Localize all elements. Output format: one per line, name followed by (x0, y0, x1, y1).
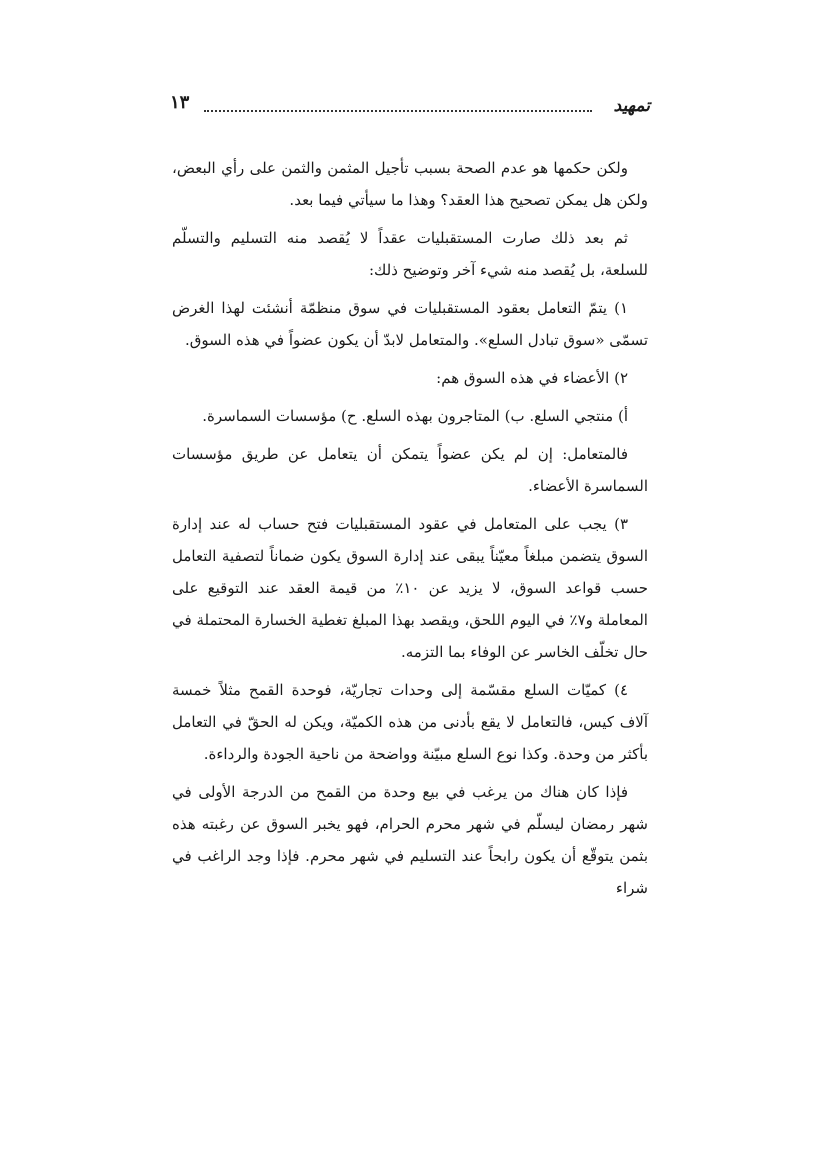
chapter-title: تمهيد (613, 96, 650, 116)
paragraph: ٣) يجب على المتعامل في عقود المستقبليات فتح حساب له عند إدارة السوق يتضمن مبلغاً معيّناً يبقى عند إدارة السوق يكون ضماناً لتصفية التعامل حسب قواعد السوق، لا يزيد عن ١٠٪ من قيمة العقد عند التوقيع على المعاملة و٧٪ في اليوم اللحق، ويقصد بهذا المبلغ تغطية الخسارة المحتملة في حال تخلّف الخاسر عن الوفاء بما التزمه. (172, 515, 648, 661)
paragraph: ٤) كميّات السلع مقسّمة إلى وحدات تجاريّة، فوحدة القمح مثلاً خمسة آلاف كيس، فالتعامل لا يقع بأدنى من هذه الكميّة، ويكن له الحقّ في التعامل بأكثر من وحدة. وكذا نوع السلع مبيّنة وواضحة من ناحية الجودة والرداءة. (172, 681, 648, 763)
page-number: ١٣ (170, 92, 190, 113)
paragraph: فالمتعامل: إن لم يكن عضواً يتمكن أن يتعامل عن طريق مؤسسات السماسرة الأعضاء. (172, 445, 648, 495)
paragraph: ثم بعد ذلك صارت المستقبليات عقداً لا يُقصد منه التسليم والتسلّم للسلعة، بل يُقصد منه شيء آخر وتوضيح ذلك: (172, 229, 648, 279)
page-body (172, 152, 648, 910)
paragraph: ولكن حكمها هو عدم الصحة بسبب تأجيل المثمن والثمن على رأي البعض، ولكن هل يمكن تصحيح هذا العقد؟ وهذا ما سيأتي فيما بعد. (172, 159, 648, 209)
running-header (170, 92, 650, 122)
dotted-leader (204, 110, 592, 112)
paragraph: أ) منتجي السلع. ب) المتاجرون بهذه السلع. ح) مؤسسات السماسرة. (202, 407, 628, 425)
paragraph: ١) يتمّ التعامل بعقود المستقبليات في سوق منظمّة أنشئت لهذا الغرض تسمّى «سوق تبادل السلع». والمتعامل لابدّ أن يكون عضواً في هذه السوق. (172, 299, 648, 349)
paragraph: فإذا كان هناك من يرغب في بيع وحدة من القمح من الدرجة الأولى في شهر رمضان ليسلّم في شهر محرم الحرام، فهو يخبر السوق عن رغبته هذه بثمن يتوقّع أن يكون رابحاً عند التسليم في شهر محرم. فإذا وجد الراغب في شراء (172, 783, 648, 897)
paragraph: ٢) الأعضاء في هذه السوق هم: (436, 369, 628, 387)
